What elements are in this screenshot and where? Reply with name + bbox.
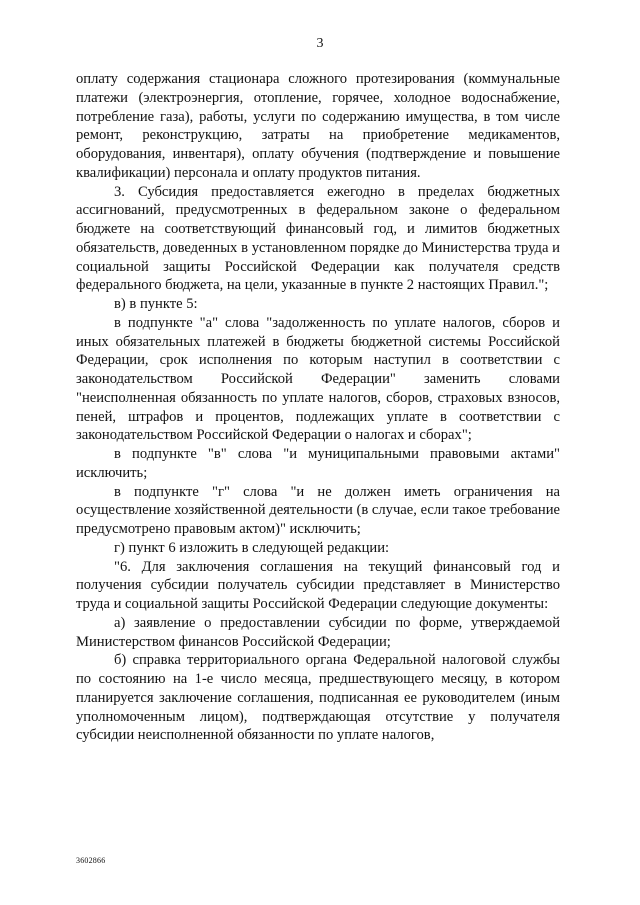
paragraph: "6. Для заключения соглашения на текущий финансовый год и получения субсидии получатель субсидии представляет в Министерство труда и социальной защиты Российской Федерации следующие документы: <box>76 558 560 612</box>
document-code: 3602866 <box>76 856 106 865</box>
paragraph: в подпункте "а" слова "задолженность по уплате налогов, сборов и иных обязательных платежей в бюджеты бюджетной системы Российской Федерации, срок исполнения по которым наступил в соответствии с законодательством Российской Федерации" заменить словами "неисполненная обязанность по уплате налогов, сборов, страховых взносов, пеней, штрафов и процентов, подлежащих уплате в соответствии с законодательством Российской Федерации о налогах и сборах"; <box>76 314 560 444</box>
paragraph: в) в пункте 5: <box>114 296 198 312</box>
paragraph: оплату содержания стационара сложного протезирования (коммунальные платежи (электроэнергия, отопление, горячее, холодное водоснабжение, потребление газа), работы, услуги по содержанию имущества, в том числе ремонт, реконструкцию, затраты на приобретение медикаментов, оборудования, инвентаря), оплату обучения (подтверждение и повышение квалификации) персонала и оплату продуктов питания. <box>76 71 560 181</box>
paragraph: г) пункт 6 изложить в следующей редакции: <box>114 539 390 556</box>
paragraph: а) заявление о предоставлении субсидии по форме, утверждаемой Министерством финансов Российской Федерации; <box>76 614 560 650</box>
page-number: 3 <box>316 36 324 51</box>
paragraph: в подпункте "в" слова "и муниципальными правовыми актами" исключить; <box>76 446 560 481</box>
paragraph: 3. Субсидия предоставляется ежегодно в пределах бюджетных ассигнований, предусмотренных в федеральном законе о федеральном бюджете на соответствующий финансовый год, и лимитов бюджетных обязательств, доведенных в установленном порядке до Министерства труда и социальной защиты Российской Федерации как получателя средств федерального бюджета, на цели, указанные в пункте 2 настоящих Правил."; <box>76 183 560 294</box>
paragraph: в подпункте "г" слова "и не должен иметь ограничения на осуществление хозяйственной деятельности (в случае, если такое требование предусмотрено правовым актом)" исключить; <box>76 483 560 537</box>
paragraph: б) справка территориального органа Федеральной налоговой службы по состоянию на 1-е число месяца, предшествующего месяцу, в котором планируется заключение соглашения, подписанная ее руководителем (иным уполномоченным лицом), подтверждающая отсутствие у получателя субсидии неисполненной обязанности по уплате налогов, <box>76 652 560 744</box>
document-body <box>76 70 560 745</box>
